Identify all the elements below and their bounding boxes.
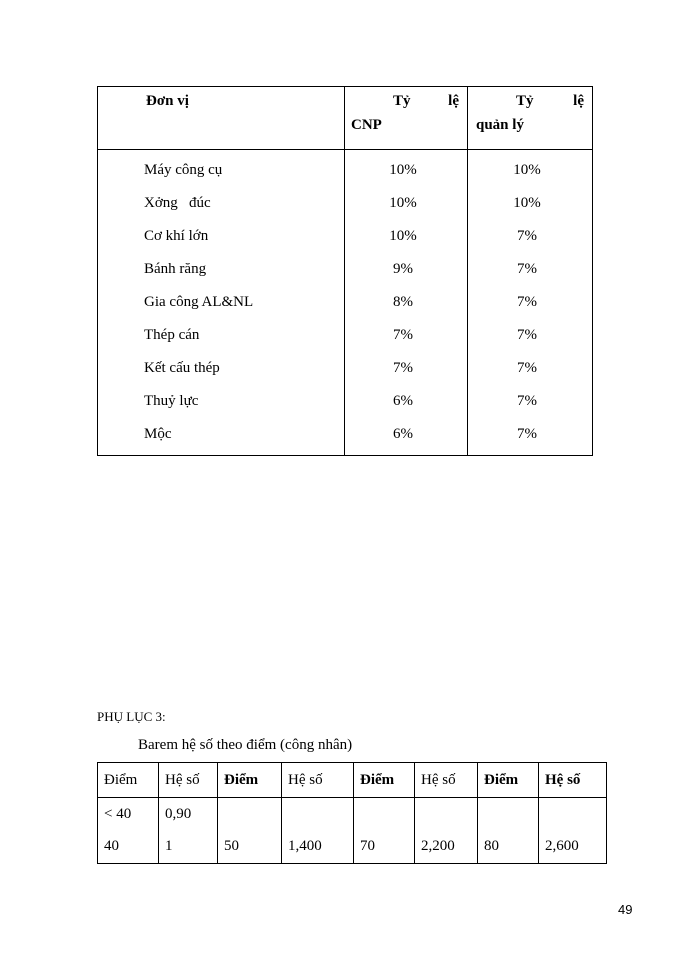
appendix-subtitle: Barem hệ số theo điểm (công nhân) bbox=[138, 737, 353, 753]
table-row: Kết cấu thép 7% 7% bbox=[98, 352, 593, 385]
appendix-title: PHỤ LỤC 3: bbox=[97, 709, 166, 724]
header-management-ratio: Tỷ lệ quản lý bbox=[468, 87, 593, 150]
table-row: 40 1 50 1,400 70 2,200 80 2,600 bbox=[98, 830, 607, 864]
table-row: Gia công AL&NL 8% 7% bbox=[98, 286, 593, 319]
header-cnp-ratio: Tỷ lệ CNP bbox=[345, 87, 468, 150]
table-row: Cơ khí lớn 10% 7% bbox=[98, 220, 593, 253]
table-row: Thép cán 7% 7% bbox=[98, 319, 593, 352]
page-number: 49 bbox=[618, 902, 633, 917]
table-row: Máy công cụ 10% 10% bbox=[98, 150, 593, 188]
table-row: Thuỷ lực 6% 7% bbox=[98, 385, 593, 418]
table-row: Bánh răng 9% 7% bbox=[98, 253, 593, 286]
header-unit: Đơn vị bbox=[98, 87, 345, 150]
table-row: Xởng đúc 10% 10% bbox=[98, 187, 593, 220]
table-header-row bbox=[98, 87, 593, 150]
score-coefficient-table bbox=[97, 762, 607, 864]
table-header-row: Điểm Hệ số Điểm Hệ số Điểm Hệ số Điểm Hệ số bbox=[98, 763, 607, 798]
table-row: < 40 0,90 bbox=[98, 798, 607, 831]
unit-ratio-table bbox=[97, 86, 593, 456]
table-row: Mộc 6% 7% bbox=[98, 418, 593, 456]
